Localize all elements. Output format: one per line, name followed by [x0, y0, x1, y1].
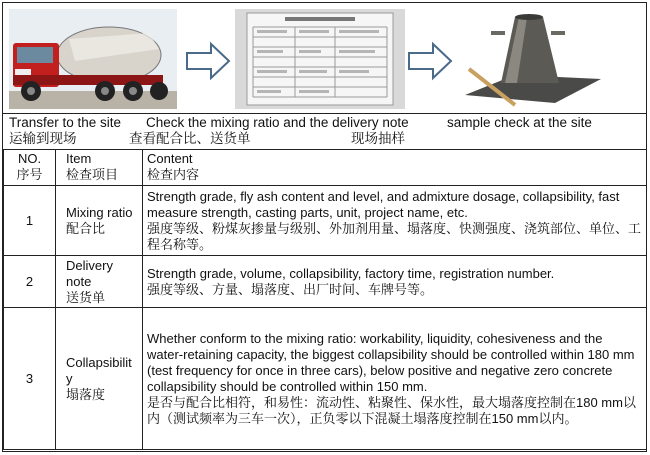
step-2-caption-en: Check the mixing ratio and the delivery note: [146, 115, 409, 130]
document-frame: [2, 2, 647, 452]
row-content: Strength grade, volume, collapsibility, factory time, registration number. 强度等级、方量、塌落度、出厂时间、车牌号等。: [143, 256, 647, 308]
row-number: 2: [4, 256, 56, 308]
arrow-right-icon: [407, 41, 453, 81]
process-image-strip: [3, 3, 646, 114]
step-1-caption-zh: 运输到现场: [9, 131, 77, 146]
step-3-caption-en: sample check at the site: [447, 115, 592, 130]
row-number: 1: [4, 186, 56, 256]
table-row: [4, 256, 647, 308]
step-1-caption-en: Transfer to the site: [9, 115, 122, 130]
row-item: Collapsibility 塌落度: [56, 308, 143, 450]
row-item: Delivery note 送货单: [56, 256, 143, 308]
table-header-row: [4, 150, 647, 186]
table-row: [4, 308, 647, 450]
inspection-table: [3, 149, 647, 450]
arrow-right-icon: [185, 41, 231, 81]
row-item: Mixing ratio 配合比: [56, 186, 143, 256]
row-number: 3: [4, 308, 56, 450]
concrete-mixer-truck-icon: [9, 9, 177, 109]
process-captions: [3, 113, 646, 150]
table-row: [4, 186, 647, 256]
step-3-caption-zh: 现场抽样: [351, 131, 405, 146]
header-no: NO. 序号: [4, 150, 56, 186]
step-2-caption-zh: 查看配合比、送货单: [129, 131, 251, 146]
delivery-note-document-icon: [235, 9, 405, 109]
row-content: Strength grade, fly ash content and level, and admixture dosage, collapsibility, fast measure strength, casting parts, unit, project name, etc. 强度等级、粉煤灰掺量与级别、外加剂用量、塌落度、快测强度、浇筑部位、单位、工程名称等。: [143, 186, 647, 256]
header-content: Content 检查内容: [143, 150, 647, 186]
row-content: Whether conform to the mixing ratio: workability, liquidity, cohesiveness and the water-retaining capacity, the biggest collapsibility should be controlled within 180 mm (test frequency for once in three cars), below positive and negative zero concrete collapsibility should be controlled within 150 mm. 是否与配合比相符，和易性：流动性、粘聚性、保水性，最大塌落度控制在180 mm以内（测试频率为三车一次），正负零以下混凝土塌落度控制在150 mm以内。: [143, 308, 647, 450]
header-item: Item 检查项目: [56, 150, 143, 186]
slump-cone-icon: [455, 9, 607, 109]
